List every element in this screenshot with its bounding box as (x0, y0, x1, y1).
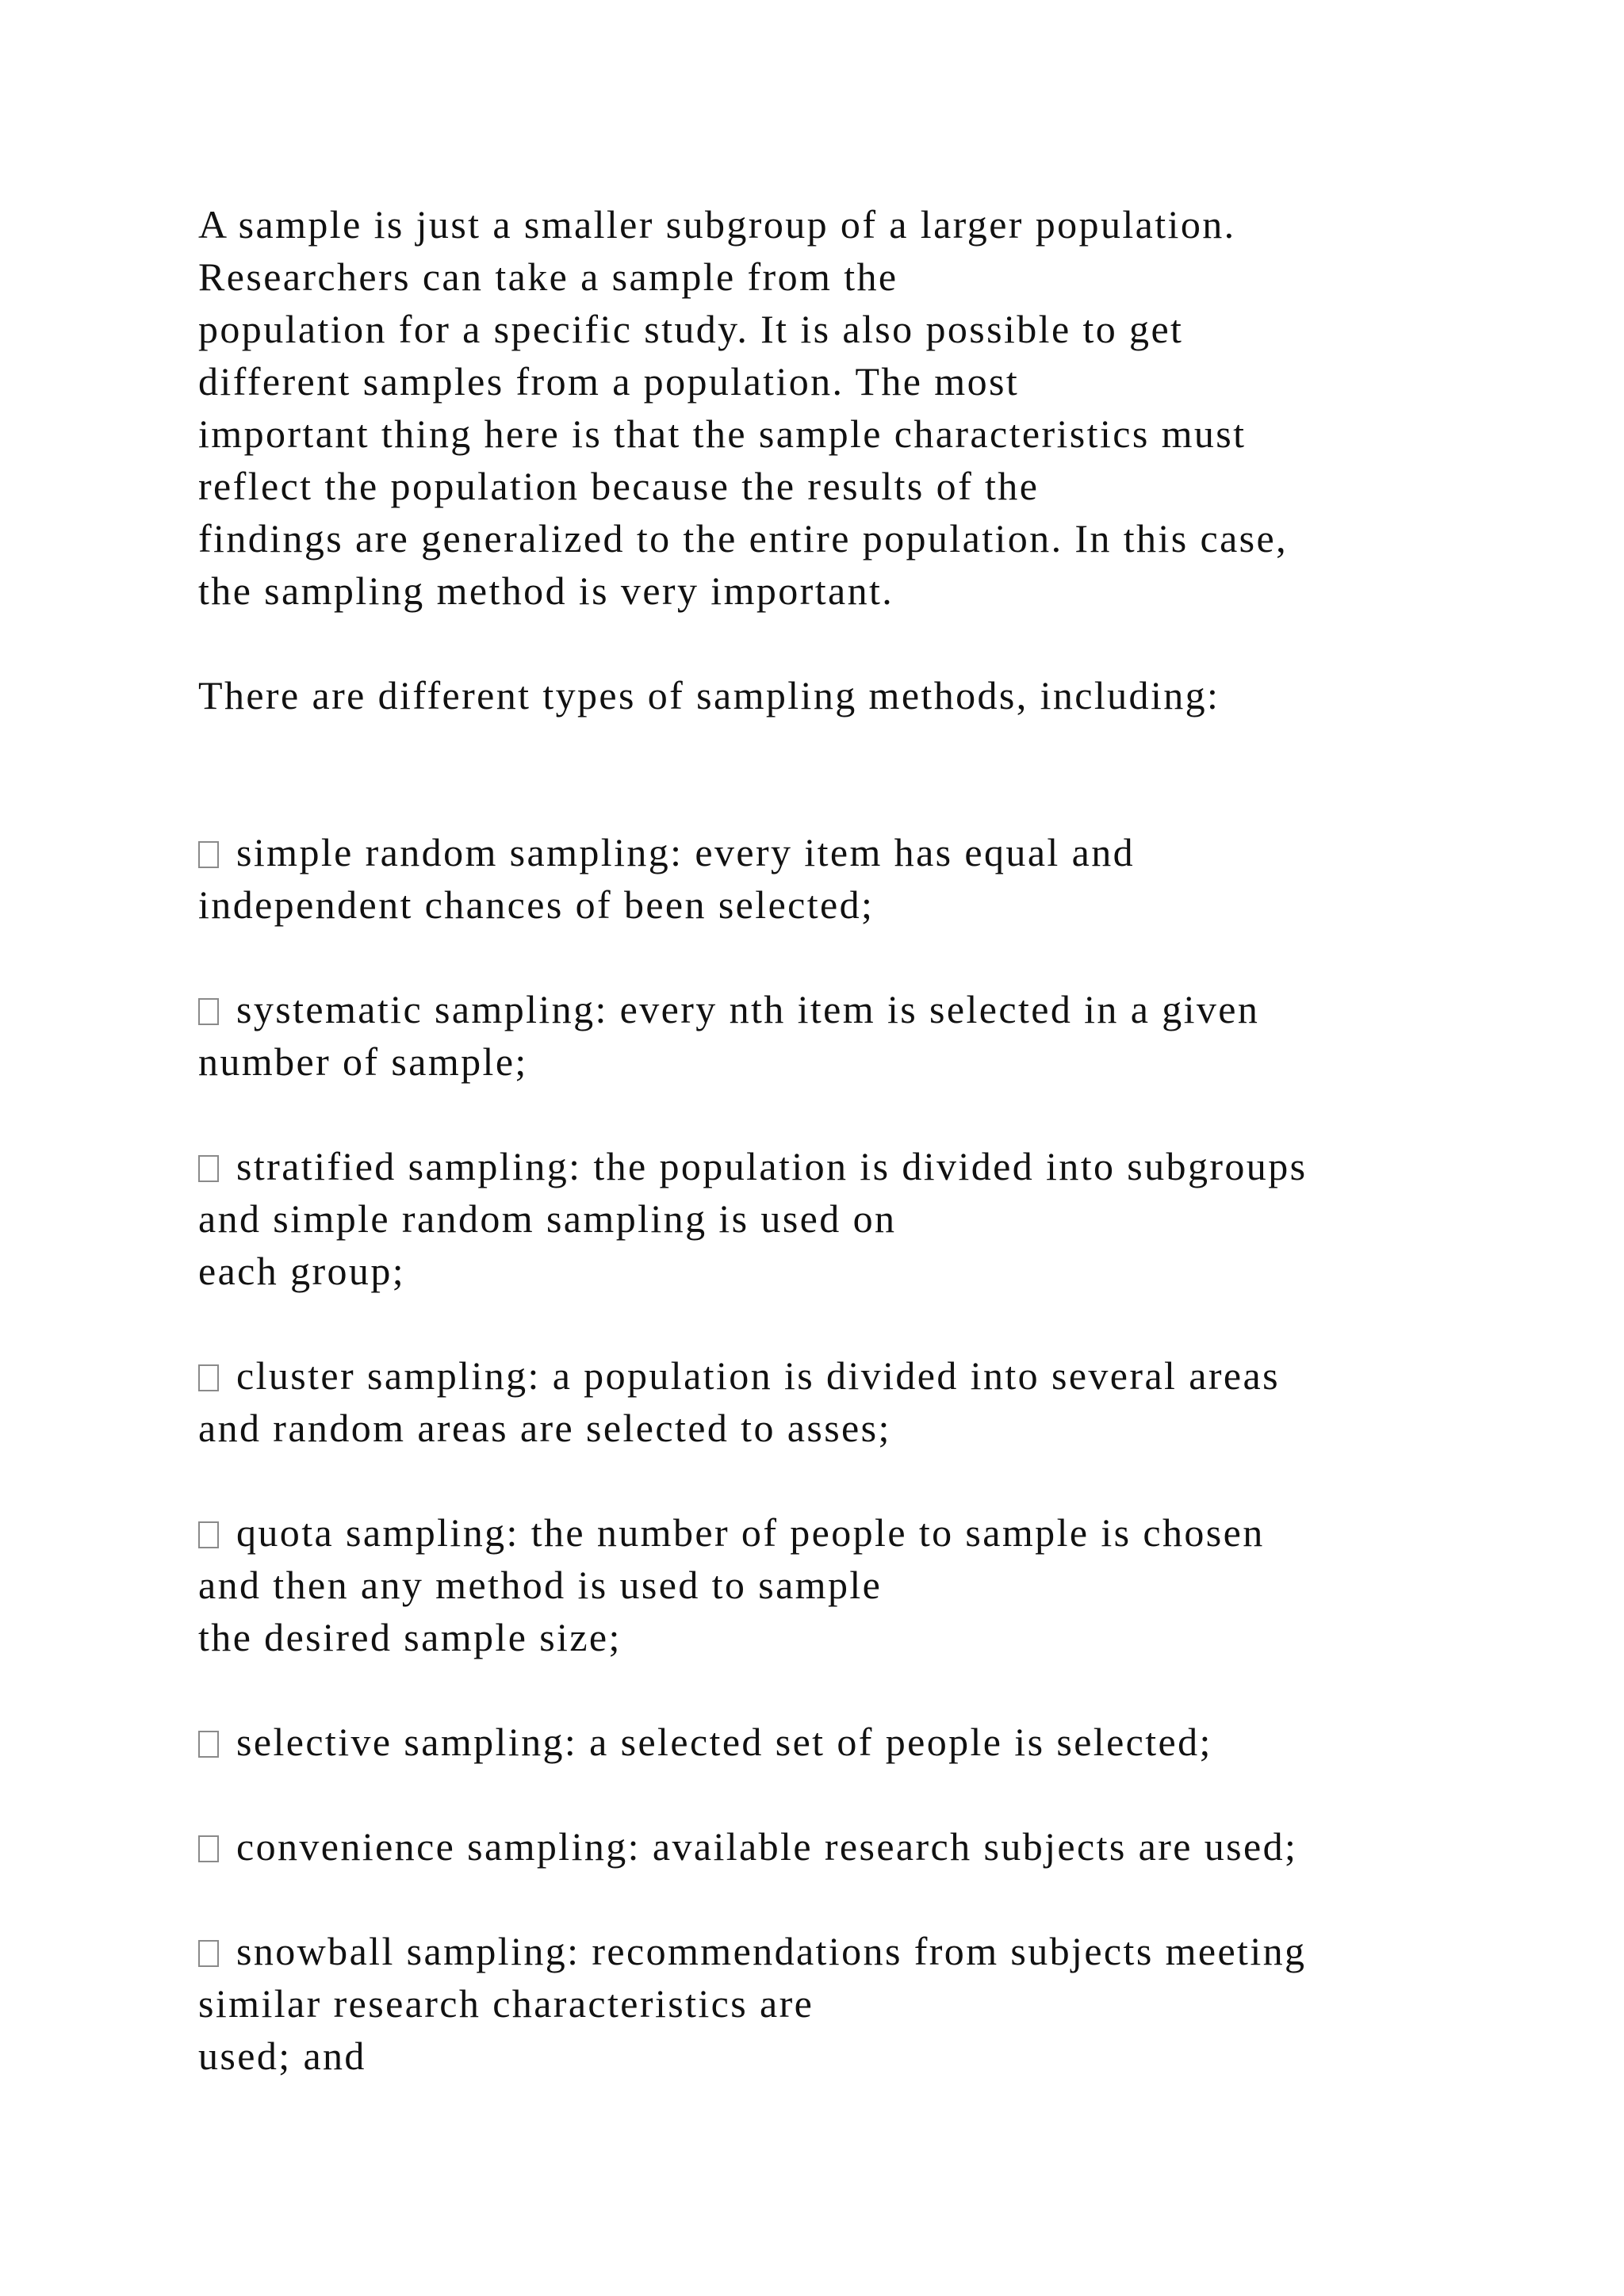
list-item-text: cluster sampling: a population is divided into several areas (236, 1353, 1280, 1398)
list-item-text: simple random sampling: every item has equal and (236, 830, 1135, 874)
list-item-text: selective sampling: a selected set of people is selected; (236, 1720, 1212, 1764)
list-item (198, 1820, 1467, 1873)
paragraph-spacer (198, 1297, 1467, 1349)
list-item-continuation: similar research characteristics are (198, 1981, 814, 2026)
text-line: different samples from a population. The most (198, 359, 1020, 404)
text-line: Researchers can take a sample from the (198, 254, 898, 299)
list-item-continuation: each group; (198, 1249, 406, 1293)
empty-square-bullet-icon (198, 1940, 219, 1967)
text-line: the sampling method is very important. (198, 568, 894, 613)
list-item-first-line (198, 1820, 1467, 1873)
list-item-continuation: the desired sample size; (198, 1615, 622, 1659)
list-item-text: systematic sampling: every nth item is selected in a given (236, 987, 1260, 1031)
text-line: A sample is just a smaller subgroup of a larger population. (198, 202, 1236, 247)
empty-square-bullet-icon (198, 1835, 219, 1862)
lead-in-sentence: There are different types of sampling methods, including: (198, 673, 1220, 718)
list-item (198, 1349, 1467, 1454)
list-item-continuation: and simple random sampling is used on (198, 1196, 897, 1241)
list-item-first-line (198, 1349, 1467, 1402)
list-item (198, 1925, 1467, 2082)
list-item (198, 1506, 1467, 1663)
list-item (198, 826, 1467, 931)
list-item (198, 1140, 1467, 1297)
list-item-text: quota sampling: the number of people to sample is chosen (236, 1510, 1265, 1555)
paragraph-spacer (198, 1088, 1467, 1140)
list-item-text: snowball sampling: recommendations from subjects meeting (236, 1929, 1307, 1973)
empty-square-bullet-icon (198, 841, 219, 868)
list-item-continuation: and then any method is used to sample (198, 1563, 883, 1607)
list-item-continuation: and random areas are selected to asses; (198, 1406, 891, 1450)
paragraph-spacer (198, 1663, 1467, 1716)
list-item-first-line (198, 1925, 1467, 1977)
list-item-text: convenience sampling: available research subjects are used; (236, 1824, 1298, 1869)
list-item-continuation: independent chances of been selected; (198, 882, 875, 927)
intro-paragraph (198, 198, 1467, 617)
list-item-first-line (198, 1140, 1467, 1192)
paragraph-spacer (198, 931, 1467, 983)
empty-square-bullet-icon (198, 1521, 219, 1548)
empty-square-bullet-icon (198, 1364, 219, 1391)
paragraph-spacer (198, 721, 1467, 774)
empty-square-bullet-icon (198, 1731, 219, 1758)
list-item-first-line (198, 826, 1467, 878)
paragraph-spacer (198, 1768, 1467, 1820)
paragraph-spacer (198, 1454, 1467, 1506)
list-item (198, 983, 1467, 1088)
list-item-text: stratified sampling: the population is divided into subgroups (236, 1144, 1308, 1188)
text-line: population for a specific study. It is also possible to get (198, 307, 1184, 351)
list-item-first-line (198, 1506, 1467, 1559)
list-item-continuation: number of sample; (198, 1039, 528, 1084)
paragraph-spacer (198, 774, 1467, 826)
list-item-first-line (198, 1716, 1467, 1768)
list-item-first-line (198, 983, 1467, 1035)
sampling-methods-list (198, 826, 1467, 2082)
list-item-continuation: used; and (198, 2034, 366, 2078)
empty-square-bullet-icon (198, 998, 219, 1025)
paragraph-spacer (198, 617, 1467, 669)
document-body (198, 198, 1467, 2082)
text-line: important thing here is that the sample characteristics must (198, 411, 1247, 456)
text-line: reflect the population because the results of the (198, 464, 1040, 508)
empty-square-bullet-icon (198, 1155, 219, 1182)
list-item (198, 1716, 1467, 1768)
paragraph-spacer (198, 1873, 1467, 1925)
text-line: findings are generalized to the entire population. In this case, (198, 516, 1289, 561)
